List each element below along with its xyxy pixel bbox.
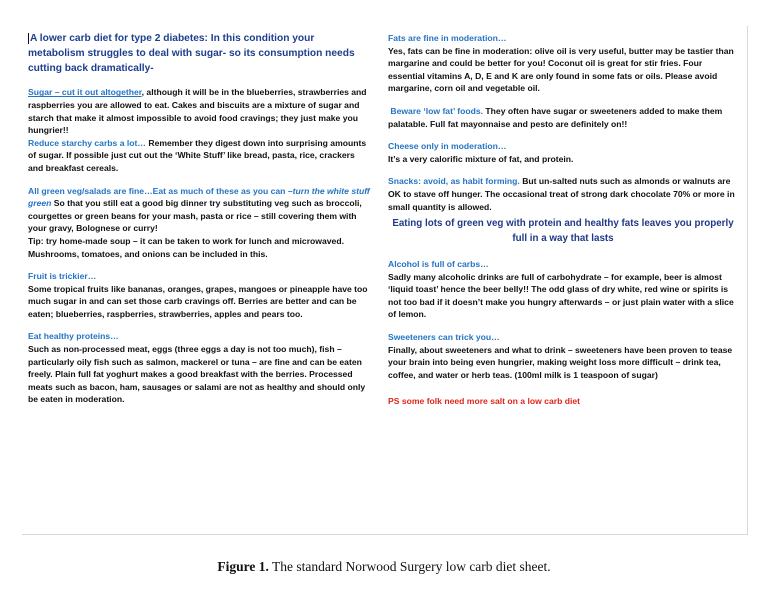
cheese-text: It’s a very calorific mixture of fat, and protein. [388, 153, 574, 164]
ps-note: PS some folk need more salt on a low carb diet [388, 396, 580, 407]
snacks-section [388, 175, 738, 213]
fats-heading: Fats are fine in moderation… [388, 33, 507, 43]
fats-text: Yes, fats can be fine in moderation: olive oil is very useful, butter may be tastier than margarine and could be better for you! Coconut oil is great for stir fries. Four essential vitamins A, D, E and K are only found in some fats or oils. Please avoid margarine, corn oil and vegetable oil. [388, 45, 734, 94]
snacks-text: But un-salted nuts such as almonds or walnuts are OK to stave off hunger. The occasional treat of strong dark chocolate 70% or more in small quantity is allowed. [388, 176, 735, 212]
sweeteners-heading: Sweeteners can trick you… [388, 331, 500, 342]
starch-text: Remember they digest down into surprising amounts of sugar. If possible just cut out the ‘White Stuff’ like bread, pasta, rice, crackers and breakfast cereals. [28, 137, 367, 173]
lowfat-text: They often have sugar or sweeteners added to make them palatable. Full fat mayonnaise and pesto are definitely on!! [388, 105, 723, 129]
figure-caption [0, 559, 768, 575]
sugar-heading: Sugar – cut it out altogether [28, 87, 142, 98]
alcohol-text: Sadly many alcoholic drinks are full of carbohydrate – for example, beer is almost ‘liquid toast’ hence the beer belly!! The odd glass of dry white, red wine or spirits is not too bad if it doesn’t make you hungry afterwards – or just plain water with a slice of lemon. [388, 271, 734, 320]
tip-text: Tip: try home-made soup – it can be taken to work for lunch and microwaved. Mushrooms, tomatoes, and onions can be included in this. [28, 235, 344, 259]
sheet-title-text: A lower carb diet for type 2 diabetes: In this condition your metabolism struggles to deal with sugar- so its consumption needs cutting back dramatically- [28, 33, 355, 74]
snacks-heading: Snacks: avoid, as habit forming. [388, 176, 520, 187]
diet-sheet [22, 26, 748, 535]
protein-heading: Eat healthy proteins… [28, 331, 119, 342]
sweeteners-text: Finally, about sweeteners and what to drink – sweeteners have been proven to tease your brain into being even hungrier, making weight loss more difficult – drink tea, coffee, and water or herb teas. (100ml milk is 1 teaspoon of sugar) [388, 344, 733, 380]
lowfat-heading: Beware ‘low fat’ foods. [390, 105, 484, 116]
starch-heading: Reduce starchy carbs a lot… [28, 137, 146, 148]
text-cursor [28, 33, 29, 44]
figure-caption-text: The standard Norwood Surgery low carb diet sheet. [268, 559, 551, 574]
veg-heading-italic: turn the white stuff green [28, 185, 370, 209]
lowfat-section [388, 105, 738, 130]
sugar-section [28, 86, 372, 174]
veg-section [28, 185, 372, 235]
veg-text: So that you still eat a good big dinner try substituting veg such as broccoli, courgettes or green beans for your mash, pasta or rice – still covering them with your gravy, Bolognese or curry! [28, 198, 362, 234]
protein-text: Such as non-processed meat, eggs (three eggs a day is not too much), fish – particularly oily fish such as salmon, mackerel or tuna – are fine and can be eaten freely. Plain full fat yoghurt makes a good breakfast with the berries. Processed meats such as bacon, ham, sausages or salami are not as healthy and should only be eaten in moderation. [28, 344, 366, 405]
sheet-title [28, 32, 372, 76]
center-note: Eating lots of green veg with protein and healthy fats leaves you properly full in a way that lasts [392, 218, 734, 244]
fruit-heading: Fruit is trickier… [28, 271, 97, 282]
alcohol-heading: Alcohol is full of carbs… [388, 258, 489, 269]
sugar-text: , although it will be in the blueberries, strawberries and raspberries you are allowed to eat. Cakes and biscuits are a mixture of sugar and starch that make it almost impossible to avoid food cravings; they just make you hungrier!! [28, 87, 367, 136]
cheese-heading: Cheese only in moderation… [388, 141, 507, 152]
right-column [388, 32, 738, 408]
left-column [28, 32, 372, 416]
fruit-text: Some tropical fruits like bananas, oranges, grapes, mangoes or pineapple have too much sugar in and can set those carb cravings off. Berries are better and can be eaten; blueberries, raspberries, strawberries, apples and pears too. [28, 283, 368, 319]
veg-heading: All green veg/salads are fine…Eat as much of these as you can – [28, 185, 293, 196]
figure-label: Figure 1. [217, 559, 269, 574]
